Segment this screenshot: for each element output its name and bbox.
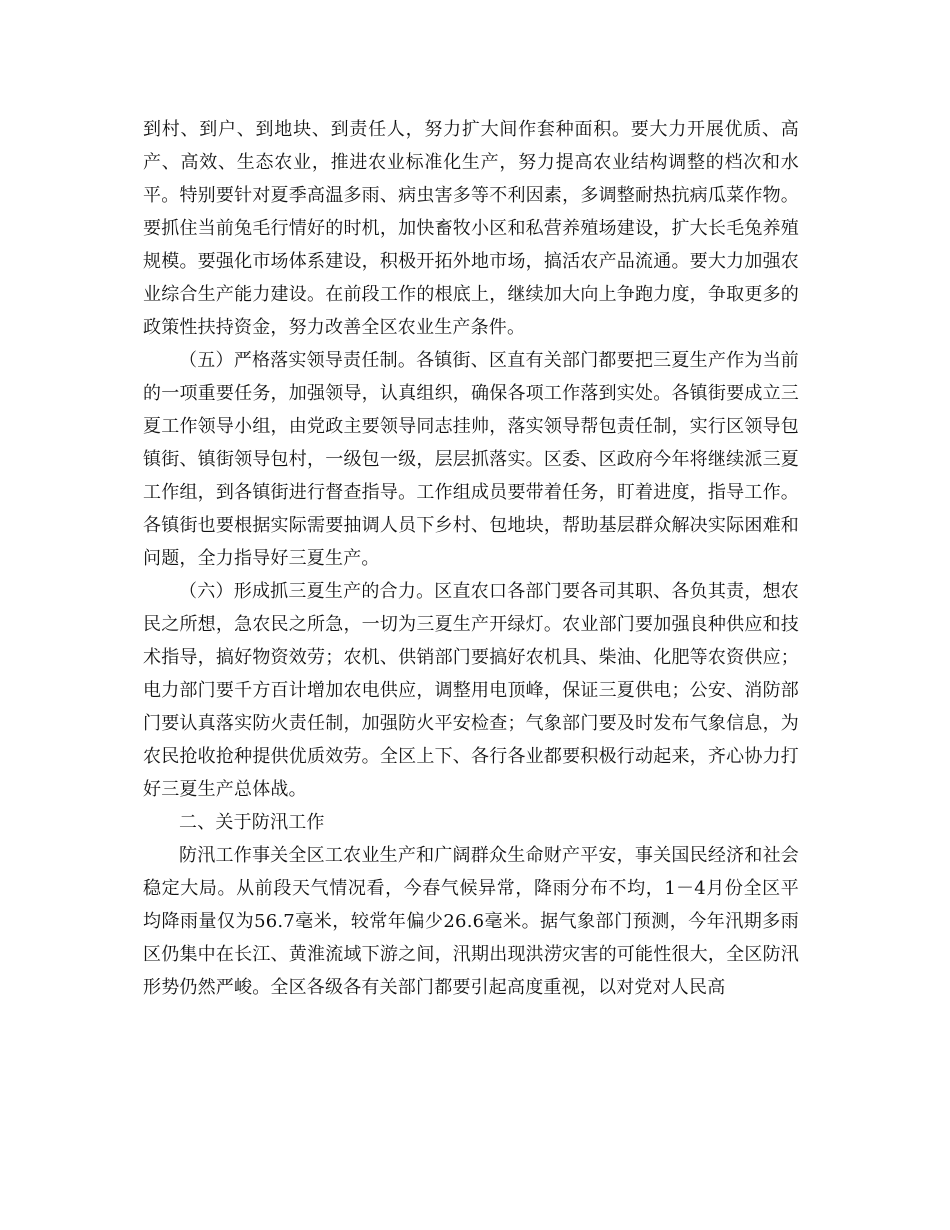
paragraph-section-six: （六）形成抓三夏生产的合力。区直农口各部门要各司其职、各负其责，想农民之所想，急农民之所急，一切为三夏生产开绿灯。农业部门要加强良种供应和技术指导，搞好物资效劳；农机、供销部门要搞好农机具、柴油、化肥等农资供应；电力部门要千方百计增加农电供应，调整用电顶峰，保证三夏供电；公安、消防部门要认真落实防火责任制，加强防火平安检查；气象部门要及时发布气象信息，为农民抢收抢种提供优质效劳。全区上下、各行各业都要积极行动起来，齐心协力打好三夏生产总体战。 bbox=[143, 581, 799, 800]
paragraph-flood-control: 防汛工作事关全区工农业生产和广阔群众生命财产平安，事关国民经济和社会稳定大局。从前段天气情况看，今春气候异常，降雨分布不均，1－4月份全区平均降雨量仅为56.7毫米，较常年偏少26.6毫米。据气象部门预测，今年汛期多雨区仍集中在长江、黄淮流域下游之间，汛期出现洪涝灾害的可能性很大，全区防汛形势仍然严峻。全区各级各有关部门都要引起高度重视，以对党对人民高 bbox=[143, 845, 799, 998]
section-heading-flood-control: 二、关于防汛工作 bbox=[179, 812, 325, 833]
document-page bbox=[143, 113, 799, 1004]
paragraph-section-five: （五）严格落实领导责任制。各镇街、区直有关部门都要把三夏生产作为当前的一项重要任务，加强领导，认真组织，确保各项工作落到实处。各镇街要成立三夏工作领导小组，由党政主要领导同志挂帅，落实领导帮包责任制，实行区领导包镇街、镇街领导包村，一级包一级，层层抓落实。区委、区政府今年将继续派三夏工作组，到各镇街进行督查指导。工作组成员要带着任务，盯着进度，指导工作。各镇街也要根据实际需要抽调人员下乡村、包地块，帮助基层群众解决实际困难和问题，全力指导好三夏生产。 bbox=[143, 350, 799, 569]
paragraph-continuation: 到村、到户、到地块、到责任人，努力扩大间作套种面积。要大力开展优质、高产、高效、生态农业，推进农业标准化生产，努力提高农业结构调整的档次和水平。特别要针对夏季高温多雨、病虫害多等不利因素，多调整耐热抗病瓜菜作物。要抓住当前兔毛行情好的时机，加快畜牧小区和私营养殖场建设，扩大长毛兔养殖规模。要强化市场体系建设，积极开拓外地市场，搞活农产品流通。要大力加强农业综合生产能力建设。在前段工作的根底上，继续加大向上争跑力度，争取更多的政策性扶持资金，努力改善全区农业生产条件。 bbox=[143, 119, 799, 338]
